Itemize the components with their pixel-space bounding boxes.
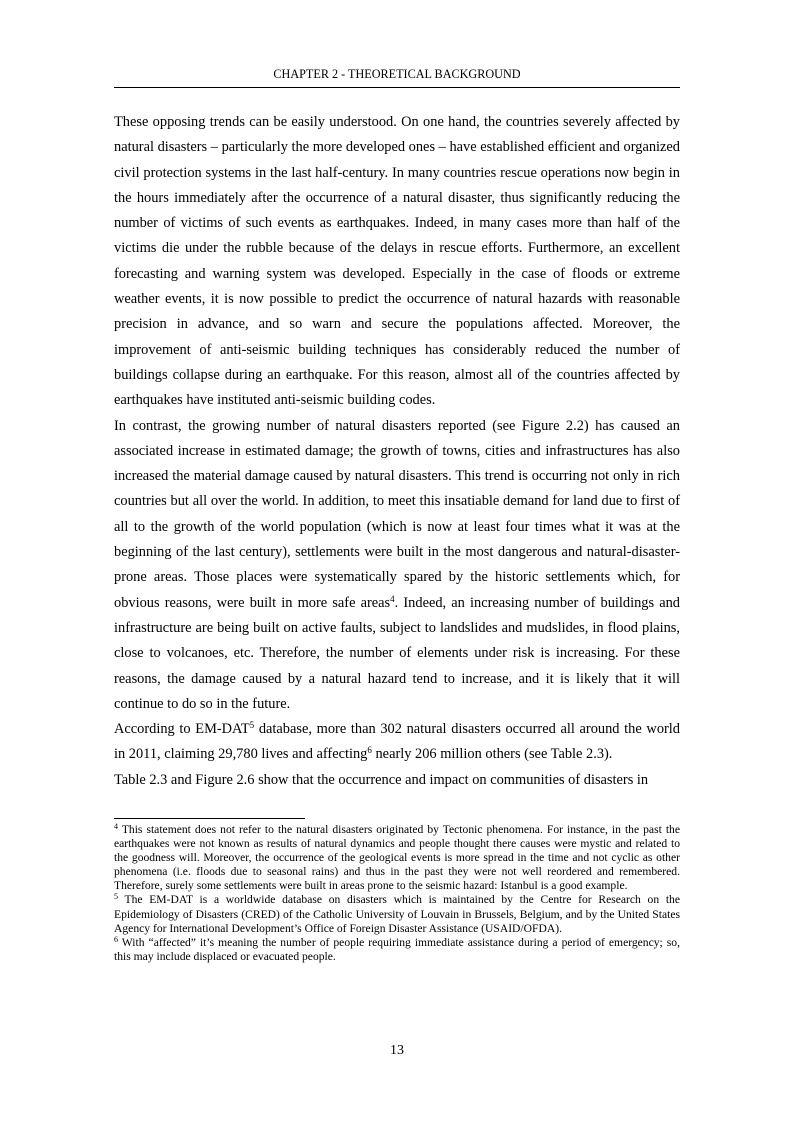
- body-text: [114, 110, 680, 793]
- paragraph-3: [114, 717, 680, 768]
- footnote-ref-6[interactable]: 6: [367, 745, 372, 756]
- footnote-marker: 6: [114, 934, 118, 944]
- footnote-ref-4[interactable]: 4: [390, 593, 395, 604]
- paragraph-1: These opposing trends can be easily understood. On one hand, the countries severely affected by natural disasters – particularly the more developed ones – have established efficient and organized civil protection systems in the last half-century. In many countries rescue operations now begin in the hours immediately after the occurrence of a natural disaster, thus significantly reducing the number of victims of such events as earthquakes. Indeed, in many cases more than half of the victims die under the rubble because of the delays in rescue efforts. Furthermore, an excellent forecasting and warning system was developed. Especially in the case of floods or extreme weather events, it is now possible to predict the occurrence of natural hazards with reasonable precision in advance, and so warn and secure the populations affected. Moreover, the improvement of anti-seismic building techniques has considerably reduced the number of buildings collapse during an earthquake. For this reason, almost all of the countries affected by earthquakes have instituted anti-seismic building codes.: [114, 114, 680, 409]
- page-number: 13: [390, 1043, 404, 1058]
- header-rule: [114, 87, 680, 88]
- footnote-separator: [114, 818, 305, 819]
- footnote-text: With “affected” it’s meaning the number of people requiring immediate assistance during a period of emergency; so, this may include displaced or evacuated people.: [114, 935, 680, 963]
- footnotes: [114, 823, 680, 964]
- footnote-marker: 5: [114, 892, 118, 902]
- paragraph-2: [114, 414, 680, 718]
- paragraph-3-text-c: nearly 206 million others (see Table 2.3).: [371, 746, 613, 763]
- footnote-4: [114, 823, 680, 893]
- paragraph-3-text-b: database, more than 302 natural disasters occurred all around the world in 2011, claiming 29,780 lives and affecting: [114, 721, 680, 763]
- footnote-5: [114, 893, 680, 935]
- running-header: CHAPTER 2 - THEORETICAL BACKGROUND: [273, 67, 521, 81]
- footnote-text: This statement does not refer to the natural disasters originated by Tectonic phenomena. For instance, in the past the earthquakes were not known as results of natural dynamics and people thought there causes were mystic and related to the goodness will. Moreover, the occurrence of the geological events is more spread in the time and not cyclic as other phenomena (i.e. floods due to seasonal rains) and thus in the past they were not well reordered and remembered. Therefore, surely some settlements were built in areas prone to the seismic hazard: Istanbul is a good example.: [114, 823, 680, 893]
- footnote-ref-5[interactable]: 5: [249, 720, 255, 731]
- footnote-6: [114, 936, 680, 964]
- paragraph-2-text-a: In contrast, the growing number of natural disasters reported (see Figure 2.2) has caused an associated increase in estimated damage; the growth of towns, cities and infrastructures has also increased the material damage caused by natural disasters. This trend is occurring not only in rich countries but all over the world. In addition, to meet this insatiable demand for land due to first of all to the growth of the world population (which is now at least four times what it was at the beginning of the last century), settlements were built in the most dangerous and natural-disaster-prone areas. Those places were systematically spared by the historic settlements which, for obvious reasons, were built in more safe areas: [114, 417, 680, 611]
- paragraph-3-text-a: According to EM-DAT: [114, 721, 250, 738]
- footnote-text: The EM-DAT is a worldwide database on disasters which is maintained by the Centre for Research on the Epidemiology of Disasters (CRED) of the Catholic University of Louvain in Brussels, Belgium, and by the United States Agency for International Development’s Office of Foreign Disaster Assistance (USAID/OFDA).: [114, 893, 680, 935]
- footnote-marker: 4: [114, 822, 118, 831]
- paragraph-2-text-b: . Indeed, an increasing number of buildings and infrastructure are being built on active faults, subject to landslides and mudslides, in flood plains, close to volcanoes, etc. Therefore, the number of elements under risk is increasing. For these reasons, the damage caused by a natural hazard tend to increase, and it is likely that it will continue to do so in the future.: [114, 594, 681, 712]
- paragraph-4: Table 2.3 and Figure 2.6 show that the occurrence and impact on communities of disasters in: [114, 771, 649, 788]
